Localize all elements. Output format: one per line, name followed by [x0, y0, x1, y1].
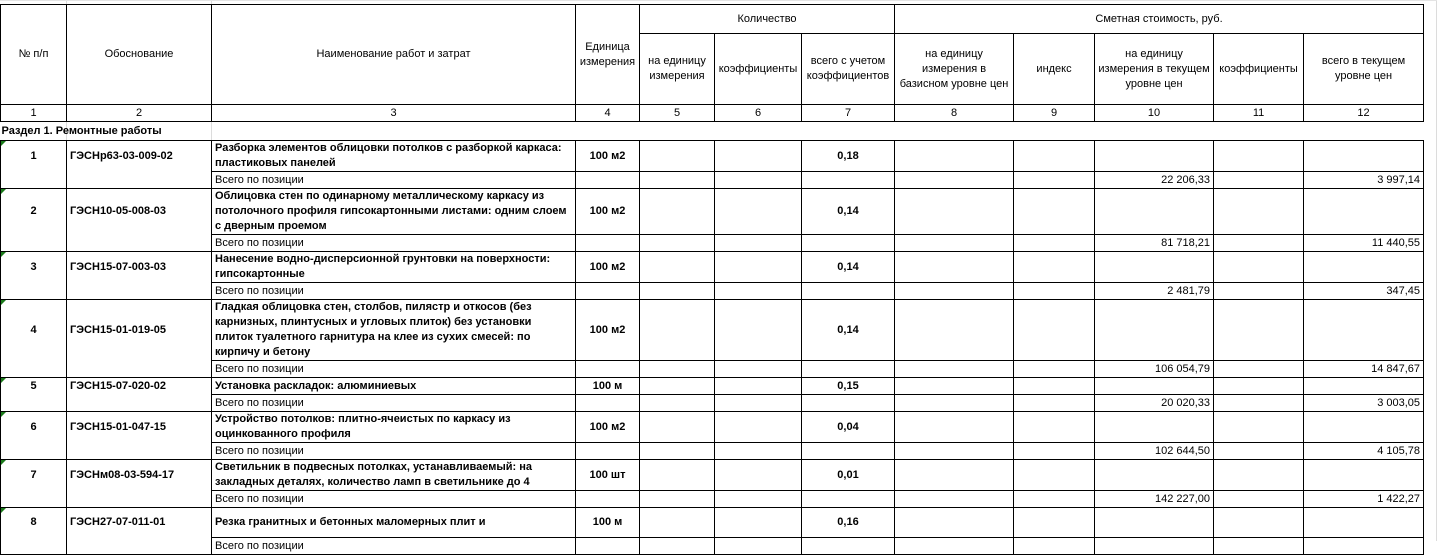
col-number[interactable]: 6 [715, 105, 802, 122]
item-unit-cost-current[interactable]: 102 644,50 [1095, 443, 1214, 460]
item-cost-current[interactable] [1095, 378, 1214, 395]
estimate-item-row [1, 412, 1424, 443]
item-total-cell[interactable] [715, 361, 802, 378]
item-total-cell[interactable] [640, 172, 715, 189]
item-total-row [1, 395, 1424, 412]
header-basis[interactable]: Обоснование [67, 5, 212, 105]
item-total-current[interactable] [1304, 538, 1424, 555]
item-total-cell[interactable] [640, 361, 715, 378]
col-number[interactable]: 12 [1304, 105, 1424, 122]
item-qty-total[interactable]: 0,14 [802, 189, 895, 235]
item-qty-per-unit[interactable] [640, 460, 715, 491]
item-cost-index[interactable] [1014, 252, 1095, 283]
item-total-cell[interactable] [802, 443, 895, 460]
item-num[interactable]: 6 [1, 412, 67, 443]
item-total-row [1, 235, 1424, 252]
header-unit[interactable]: Единица измерения [576, 5, 640, 105]
item-qty-total[interactable]: 0,01 [802, 460, 895, 491]
item-cost-total[interactable] [1304, 508, 1424, 538]
item-name[interactable]: Резка гранитных и бетонных маломерных плит и [212, 508, 576, 538]
item-cost-coef[interactable] [1214, 378, 1304, 395]
item-total-row [1, 283, 1424, 300]
item-total-unit-cell[interactable] [576, 361, 640, 378]
item-cost-current[interactable] [1095, 252, 1214, 283]
item-unit[interactable]: 100 м2 [576, 189, 640, 235]
item-cost-total[interactable] [1304, 189, 1424, 235]
item-total-cell[interactable] [1014, 538, 1095, 555]
item-total-code-cell[interactable] [67, 443, 212, 460]
item-total-num-cell[interactable] [1, 235, 67, 252]
item-total-row [1, 538, 1424, 555]
item-total-cell[interactable] [1214, 283, 1304, 300]
item-total-row [1, 361, 1424, 378]
item-num[interactable]: 5 [1, 378, 67, 395]
col-number[interactable]: 4 [576, 105, 640, 122]
item-total-num-cell[interactable] [1, 361, 67, 378]
item-cost-total[interactable] [1304, 141, 1424, 172]
item-total-label[interactable]: Всего по позиции [212, 235, 576, 252]
item-qty-per-unit[interactable] [640, 141, 715, 172]
item-total-cell[interactable] [895, 172, 1014, 189]
item-qty-total[interactable]: 0,18 [802, 141, 895, 172]
col-number[interactable]: 7 [802, 105, 895, 122]
item-unit[interactable]: 100 м [576, 508, 640, 538]
item-qty-coef[interactable] [715, 378, 802, 395]
item-total-cell[interactable] [1214, 235, 1304, 252]
item-total-unit-cell[interactable] [576, 538, 640, 555]
item-cost-base[interactable] [895, 252, 1014, 283]
item-cost-coef[interactable] [1214, 412, 1304, 443]
item-total-cell[interactable] [640, 491, 715, 508]
item-qty-coef[interactable] [715, 412, 802, 443]
item-total-cell[interactable] [640, 283, 715, 300]
item-qty-total[interactable]: 0,15 [802, 378, 895, 395]
estimate-table [0, 4, 1424, 555]
item-total-current[interactable]: 3 003,05 [1304, 395, 1424, 412]
item-name[interactable]: Установка раскладок: алюминиевых [212, 378, 576, 395]
header-cost-index[interactable]: индекс [1014, 34, 1095, 105]
item-name[interactable]: Нанесение водно-дисперсионной грунтовки на поверхности: гипсокартонные [212, 252, 576, 283]
item-total-cell[interactable] [895, 538, 1014, 555]
item-qty-coef[interactable] [715, 460, 802, 491]
item-qty-total[interactable]: 0,14 [802, 300, 895, 361]
col-number[interactable]: 8 [895, 105, 1014, 122]
item-code[interactable]: ГЭСН15-01-019-05 [67, 300, 212, 361]
item-total-cell[interactable] [895, 283, 1014, 300]
item-cost-current[interactable] [1095, 300, 1214, 361]
item-total-unit-cell[interactable] [576, 443, 640, 460]
item-unit-cost-current[interactable]: 81 718,21 [1095, 235, 1214, 252]
item-cost-index[interactable] [1014, 378, 1095, 395]
item-code[interactable]: ГЭСН15-07-020-02 [67, 378, 212, 395]
header-cost-base[interactable]: на единицу измерения в базисном уровне цен [895, 34, 1014, 105]
item-qty-per-unit[interactable] [640, 508, 715, 538]
item-total-cell[interactable] [1214, 361, 1304, 378]
item-name[interactable]: Светильник в подвесных потолках, устанавливаемый: на закладных деталях, количество ламп в светильнике до 4 [212, 460, 576, 491]
item-total-code-cell[interactable] [67, 172, 212, 189]
item-unit[interactable]: 100 м2 [576, 300, 640, 361]
item-qty-per-unit[interactable] [640, 300, 715, 361]
item-cost-base[interactable] [895, 460, 1014, 491]
item-total-cell[interactable] [640, 235, 715, 252]
item-total-cell[interactable] [1014, 491, 1095, 508]
item-total-cell[interactable] [1014, 443, 1095, 460]
item-total-num-cell[interactable] [1, 395, 67, 412]
item-total-cell[interactable] [802, 491, 895, 508]
item-qty-per-unit[interactable] [640, 252, 715, 283]
item-total-label[interactable]: Всего по позиции [212, 361, 576, 378]
item-unit-cost-current[interactable] [1095, 538, 1214, 555]
item-total-cell[interactable] [1214, 172, 1304, 189]
item-code[interactable]: ГЭСН15-07-003-03 [67, 252, 212, 283]
item-total-cell[interactable] [802, 395, 895, 412]
item-total-current[interactable]: 11 440,55 [1304, 235, 1424, 252]
item-cost-index[interactable] [1014, 189, 1095, 235]
item-cost-coef[interactable] [1214, 460, 1304, 491]
item-total-label[interactable]: Всего по позиции [212, 538, 576, 555]
header-qty-total[interactable]: всего с учетом коэффициентов [802, 34, 895, 105]
col-number[interactable]: 9 [1014, 105, 1095, 122]
section-title[interactable]: Раздел 1. Ремонтные работы [1, 122, 1424, 141]
col-number[interactable]: 1 [1, 105, 67, 122]
header-cost-total[interactable]: всего в текущем уровне цен [1304, 34, 1424, 105]
item-unit-cost-current[interactable]: 2 481,79 [1095, 283, 1214, 300]
item-unit-cost-current[interactable]: 20 020,33 [1095, 395, 1214, 412]
item-qty-per-unit[interactable] [640, 412, 715, 443]
item-total-cell[interactable] [1214, 538, 1304, 555]
item-qty-total[interactable]: 0,14 [802, 252, 895, 283]
item-total-cell[interactable] [640, 395, 715, 412]
item-total-cell[interactable] [715, 172, 802, 189]
item-cost-index[interactable] [1014, 300, 1095, 361]
item-total-label[interactable]: Всего по позиции [212, 283, 576, 300]
item-cost-index[interactable] [1014, 412, 1095, 443]
item-cost-base[interactable] [895, 378, 1014, 395]
item-total-row [1, 491, 1424, 508]
item-num[interactable]: 2 [1, 189, 67, 235]
item-total-cell[interactable] [1014, 395, 1095, 412]
item-cost-coef[interactable] [1214, 300, 1304, 361]
item-qty-coef[interactable] [715, 300, 802, 361]
estimate-item-row [1, 252, 1424, 283]
item-total-num-cell[interactable] [1, 172, 67, 189]
item-cost-coef[interactable] [1214, 189, 1304, 235]
item-unit[interactable]: 100 шт [576, 460, 640, 491]
header-quantity-group[interactable]: Количество [640, 5, 895, 34]
item-total-cell[interactable] [1014, 172, 1095, 189]
item-total-current[interactable]: 14 847,67 [1304, 361, 1424, 378]
item-qty-coef[interactable] [715, 252, 802, 283]
item-total-cell[interactable] [715, 443, 802, 460]
col-number[interactable]: 10 [1095, 105, 1214, 122]
item-total-cell[interactable] [1214, 491, 1304, 508]
item-unit-cost-current[interactable]: 142 227,00 [1095, 491, 1214, 508]
item-qty-per-unit[interactable] [640, 189, 715, 235]
col-number[interactable]: 11 [1214, 105, 1304, 122]
item-num[interactable]: 8 [1, 508, 67, 538]
item-cost-base[interactable] [895, 412, 1014, 443]
item-total-unit-cell[interactable] [576, 283, 640, 300]
header-qty-coef[interactable]: коэффициенты [715, 34, 802, 105]
item-total-cell[interactable] [715, 283, 802, 300]
item-total-cell[interactable] [802, 283, 895, 300]
item-total-cell[interactable] [802, 361, 895, 378]
item-name[interactable]: Разборка элементов облицовки потолков с разборкой каркаса: пластиковых панелей [212, 141, 576, 172]
header-num[interactable]: № п/п [1, 5, 67, 105]
item-cost-total[interactable] [1304, 460, 1424, 491]
item-cost-total[interactable] [1304, 300, 1424, 361]
item-total-current[interactable]: 1 422,27 [1304, 491, 1424, 508]
item-total-cell[interactable] [715, 491, 802, 508]
col-number[interactable]: 3 [212, 105, 576, 122]
item-cost-total[interactable] [1304, 378, 1424, 395]
item-total-cell[interactable] [1014, 235, 1095, 252]
item-total-code-cell[interactable] [67, 361, 212, 378]
item-total-label[interactable]: Всего по позиции [212, 491, 576, 508]
item-cost-coef[interactable] [1214, 252, 1304, 283]
item-cost-total[interactable] [1304, 252, 1424, 283]
item-code[interactable]: ГЭСНм08-03-594-17 [67, 460, 212, 491]
item-total-num-cell[interactable] [1, 283, 67, 300]
item-total-cell[interactable] [715, 235, 802, 252]
item-total-code-cell[interactable] [67, 538, 212, 555]
item-code[interactable]: ГЭСН10-05-008-03 [67, 189, 212, 235]
header-cost-group[interactable]: Сметная стоимость, руб. [895, 5, 1424, 34]
item-qty-total[interactable]: 0,16 [802, 508, 895, 538]
item-code[interactable]: ГЭСН15-01-047-15 [67, 412, 212, 443]
item-total-cell[interactable] [895, 361, 1014, 378]
item-unit[interactable]: 100 м2 [576, 252, 640, 283]
item-cost-base[interactable] [895, 300, 1014, 361]
header-cost-current[interactable]: на единицу измерения в текущем уровне цен [1095, 34, 1214, 105]
item-code[interactable]: ГЭСН27-07-011-01 [67, 508, 212, 538]
item-unit[interactable]: 100 м2 [576, 141, 640, 172]
item-num[interactable]: 7 [1, 460, 67, 491]
header-name[interactable]: Наименование работ и затрат [212, 5, 576, 105]
item-name[interactable]: Гладкая облицовка стен, столбов, пилястр и откосов (без карнизных, плинтусных и угловых плиток) без установки плиток туалетного гарнитура на клее из сухих смесей: по кирпичу и бетону [212, 300, 576, 361]
item-cost-current[interactable] [1095, 141, 1214, 172]
item-total-cell[interactable] [1214, 395, 1304, 412]
items-body [1, 141, 1424, 555]
item-total-label[interactable]: Всего по позиции [212, 395, 576, 412]
item-total-unit-cell[interactable] [576, 172, 640, 189]
item-total-current[interactable]: 4 105,78 [1304, 443, 1424, 460]
item-total-cell[interactable] [802, 538, 895, 555]
estimate-item-row [1, 300, 1424, 361]
item-total-cell[interactable] [640, 538, 715, 555]
item-total-cell[interactable] [895, 443, 1014, 460]
item-name[interactable]: Облицовка стен по одинарному металлическому каркасу из потолочного профиля гипсокартонными листами: одним слоем с дверным проемом [212, 189, 576, 235]
item-total-current[interactable]: 347,45 [1304, 283, 1424, 300]
item-total-num-cell[interactable] [1, 491, 67, 508]
item-cost-base[interactable] [895, 508, 1014, 538]
item-cost-current[interactable] [1095, 508, 1214, 538]
item-cost-index[interactable] [1014, 141, 1095, 172]
item-total-cell[interactable] [802, 235, 895, 252]
estimate-item-row [1, 378, 1424, 395]
header-cost-coef[interactable]: коэффициенты [1214, 34, 1304, 105]
item-total-cell[interactable] [1014, 283, 1095, 300]
item-qty-per-unit[interactable] [640, 378, 715, 395]
item-total-unit-cell[interactable] [576, 235, 640, 252]
item-cost-total[interactable] [1304, 412, 1424, 443]
item-total-label[interactable]: Всего по позиции [212, 172, 576, 189]
item-cost-current[interactable] [1095, 189, 1214, 235]
item-total-current[interactable]: 3 997,14 [1304, 172, 1424, 189]
item-unit[interactable]: 100 м2 [576, 412, 640, 443]
item-cost-index[interactable] [1014, 508, 1095, 538]
item-qty-coef[interactable] [715, 508, 802, 538]
estimate-item-row [1, 141, 1424, 172]
item-cost-index[interactable] [1014, 460, 1095, 491]
item-total-num-cell[interactable] [1, 538, 67, 555]
item-qty-coef[interactable] [715, 189, 802, 235]
item-total-code-cell[interactable] [67, 283, 212, 300]
item-num[interactable]: 4 [1, 300, 67, 361]
item-total-cell[interactable] [715, 395, 802, 412]
item-num[interactable]: 3 [1, 252, 67, 283]
item-total-cell[interactable] [895, 235, 1014, 252]
item-total-num-cell[interactable] [1, 443, 67, 460]
item-cost-coef[interactable] [1214, 508, 1304, 538]
grid-line [0, 0, 1437, 1]
item-num[interactable]: 1 [1, 141, 67, 172]
item-cost-current[interactable] [1095, 412, 1214, 443]
estimate-item-row [1, 508, 1424, 538]
item-unit-cost-current[interactable]: 22 206,33 [1095, 172, 1214, 189]
item-total-unit-cell[interactable] [576, 395, 640, 412]
item-total-label[interactable]: Всего по позиции [212, 443, 576, 460]
estimate-item-row [1, 460, 1424, 491]
item-cost-coef[interactable] [1214, 141, 1304, 172]
item-code[interactable]: ГЭСНр63-03-009-02 [67, 141, 212, 172]
item-unit-cost-current[interactable]: 106 054,79 [1095, 361, 1214, 378]
item-unit[interactable]: 100 м [576, 378, 640, 395]
header-qty-per-unit[interactable]: на единицу измерения [640, 34, 715, 105]
item-total-code-cell[interactable] [67, 491, 212, 508]
item-cost-base[interactable] [895, 189, 1014, 235]
item-total-cell[interactable] [802, 172, 895, 189]
item-name[interactable]: Устройство потолков: плитно-ячеистых по каркасу из оцинкованного профиля [212, 412, 576, 443]
col-number[interactable]: 2 [67, 105, 212, 122]
item-total-cell[interactable] [1214, 443, 1304, 460]
item-total-cell[interactable] [895, 395, 1014, 412]
item-cost-current[interactable] [1095, 460, 1214, 491]
item-total-row [1, 172, 1424, 189]
item-total-cell[interactable] [1014, 361, 1095, 378]
item-total-cell[interactable] [895, 491, 1014, 508]
item-qty-total[interactable]: 0,04 [802, 412, 895, 443]
item-total-row [1, 443, 1424, 460]
estimate-item-row [1, 189, 1424, 235]
item-total-code-cell[interactable] [67, 235, 212, 252]
item-total-code-cell[interactable] [67, 395, 212, 412]
col-number[interactable]: 5 [640, 105, 715, 122]
item-qty-coef[interactable] [715, 141, 802, 172]
item-total-unit-cell[interactable] [576, 491, 640, 508]
item-total-cell[interactable] [715, 538, 802, 555]
item-total-cell[interactable] [640, 443, 715, 460]
item-cost-base[interactable] [895, 141, 1014, 172]
